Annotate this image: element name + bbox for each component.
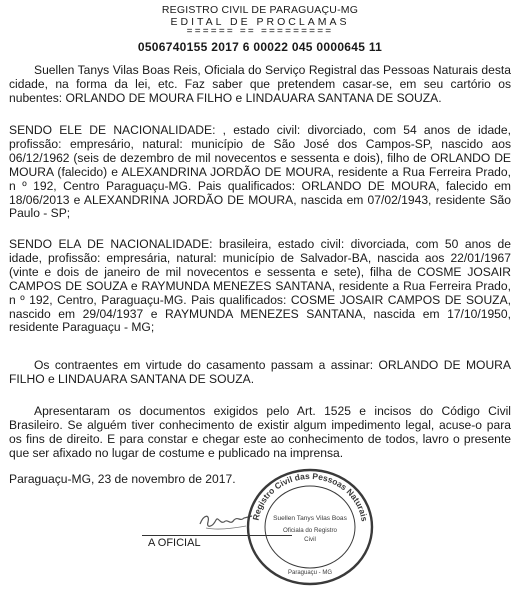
registry-seal-stamp	[244, 466, 376, 588]
stamp-place: Paraguaçu - MG	[287, 570, 333, 576]
registry-title: REGISTRO CIVIL DE PARAGUAÇU-MG	[161, 4, 359, 16]
date-line: Paraguaçu-MG, 23 de novembro de 2017.	[9, 472, 236, 486]
title-underline: ====== == =========	[186, 26, 334, 37]
document-code: 0506740155 2017 6 00022 045 0000645 11	[137, 40, 383, 54]
groom-paragraph: SENDO ELE DE NACIONALIDADE: , estado civil: divorciado, com 54 anos de idade, profissão: empresário, natural: município de São José dos Campos-SP, nascido aos 06/12/1962 (seis de dezembro de mil novecentos e sessenta e dois), filho de ORLANDO DE MOURA (falecido) e ALEXANDRINA JORDÃO DE MOURA, residente a Rua Ferreira Prado, n º 192, Centro Paraguaçu-MG. Pais qualificados: ORLANDO DE MOURA, falecido em 18/06/2013 e ALEXANDRINA JORDÃO DE MOURA, nascida em 07/02/1943, residente São Paulo - SP;	[9, 123, 511, 221]
stamp-ring-text: Registro Civil das Pessoas Naturais	[250, 470, 370, 523]
bride-paragraph: SENDO ELA DE NACIONALIDADE: brasileira, estado civil: divorciada, com 50 anos de idade, profissão: empresária, natural: município de Salvador-BA, nascida aos 22/01/1967 (vinte e dois de janeiro de mil novecentos e sessenta e sete), filha de COSME JOSAIR CAMPOS DE SOUZA e RAYMUNDA MENEZES SANTANA, residente a Rua Ferreira Prado, n º 192, Centro, Paraguaçu-MG. Pais qualificados: COSME JOSAIR CAMPOS DE SOUZA, nascido em 29/04/1937 e RAYMUNDA MENEZES SANTANA, nascida em 17/10/1950, residente Paraguaçu - MG;	[9, 237, 511, 335]
intro-paragraph: Suellen Tanys Vilas Boas Reis, Oficiala do Serviço Registral das Pessoas Naturais desta cidade, na forma da lei, etc. Faz saber que pretendem casar-se, em seu cartório os nubentes: ORLANDO DE MOURA FILHO e LINDAUARA SANTANA DE SOUZA.	[9, 63, 511, 105]
signing-paragraph: Os contraentes em virtude do casamento passam a assinar: ORLANDO DE MOURA FILHO e LINDAUARA SANTANA DE SOUZA.	[9, 358, 511, 386]
closing-paragraph: Apresentaram os documentos exigidos pelo Art. 1525 e incisos do Código Civil Brasileiro. Se alguém tiver conhecimento de existir algum impedimento legal, acuse-o para os fins de direito. E para constar e chegar este ao conhecimento de todos, lavro o presente que ser afixado no lugar de costume e publicado na imprensa.	[9, 404, 511, 460]
signatory-label: A OFICIAL	[148, 537, 201, 549]
stamp-title-2: Civil	[304, 536, 316, 543]
stamp-title-1: Oficiala do Registro	[283, 527, 337, 534]
stamp-name: Suellen Tanys Vilas Boas	[273, 515, 347, 522]
edital-title: EDITAL DE PROCLAMAS	[170, 16, 350, 28]
